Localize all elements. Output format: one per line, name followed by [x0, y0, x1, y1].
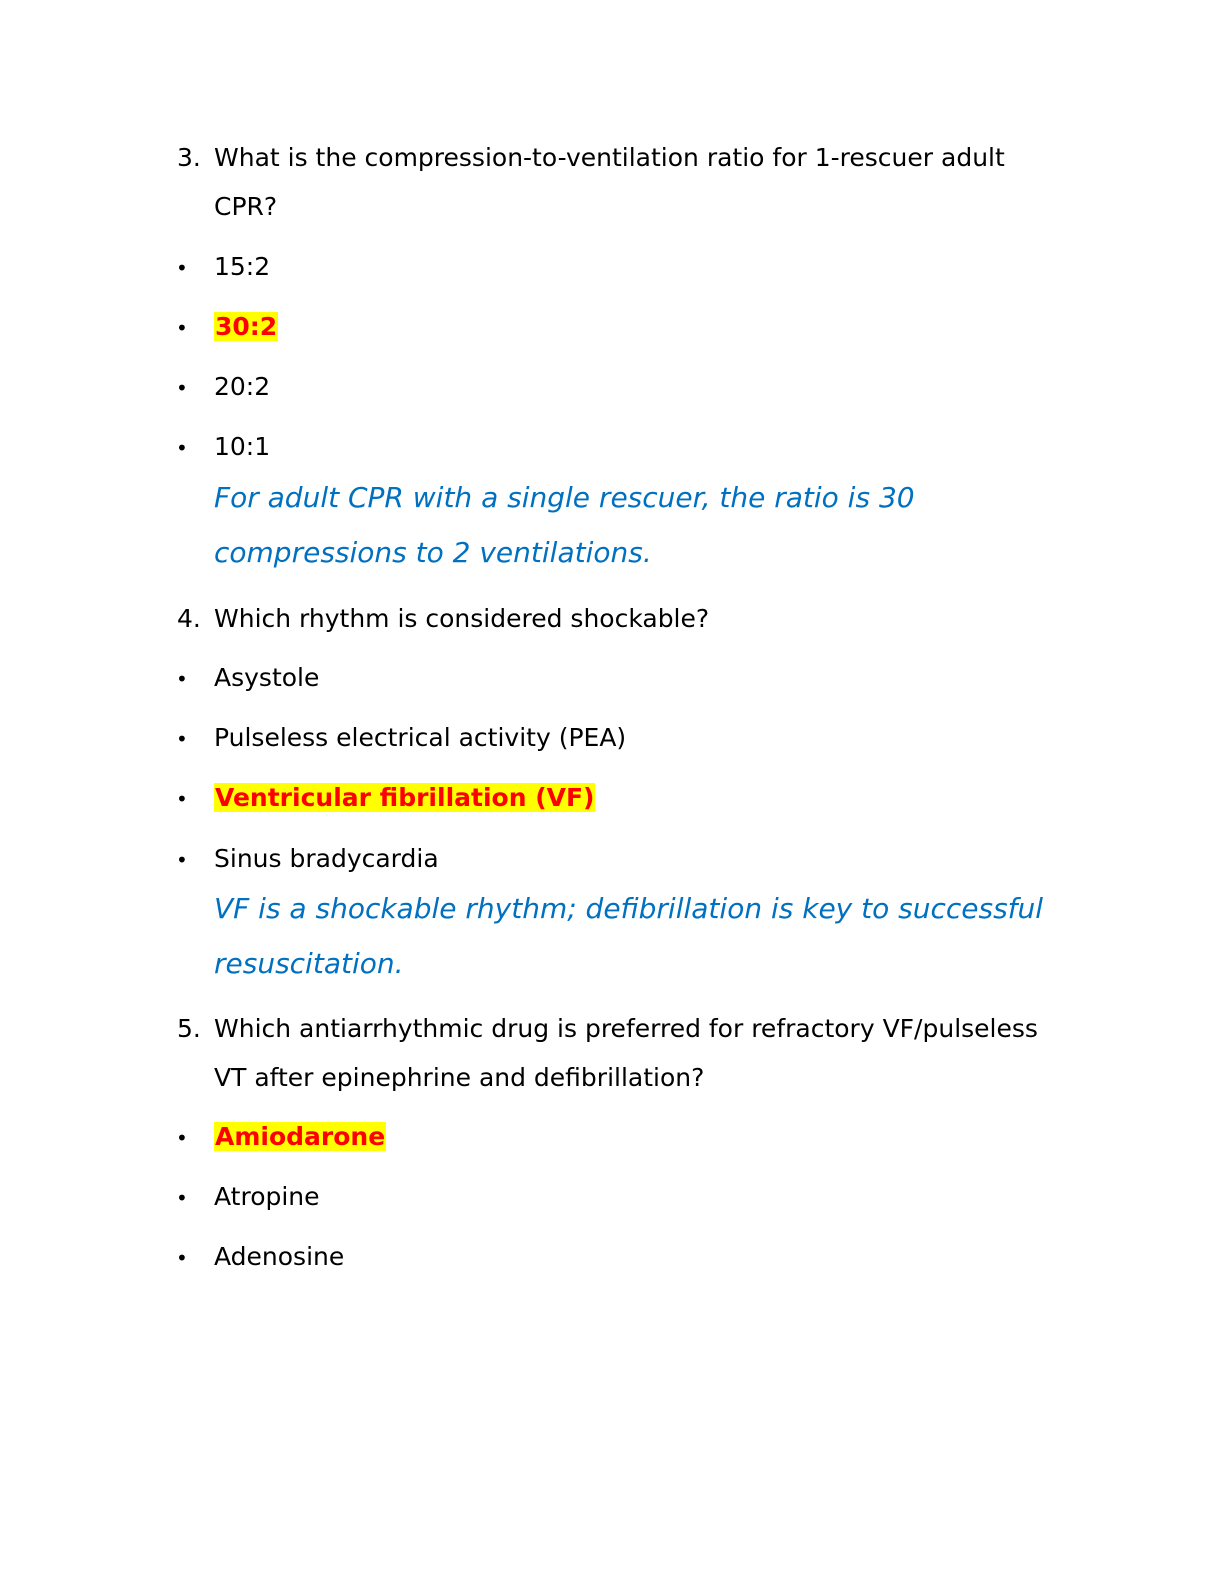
question-prompt-line: What is the compression-to-ventilation ratio for 1-rescuer adult [214, 143, 1005, 172]
answer-option: Sinus bradycardia [214, 844, 439, 873]
answer-option: 20:2 [214, 372, 271, 401]
question-number: 3. [177, 143, 201, 172]
correct-answer-highlight: Ventricular fibrillation (VF) [215, 783, 595, 812]
bullet-icon: • [176, 316, 188, 340]
answer-option: Adenosine [214, 1242, 345, 1271]
correct-answer-highlight: Amiodarone [215, 1122, 386, 1151]
bullet-icon: • [176, 1186, 188, 1210]
question-prompt-line: Which antiarrhythmic drug is preferred for refractory VF/pulseless [214, 1014, 1038, 1043]
bullet-icon: • [176, 848, 188, 872]
answer-option: Atropine [214, 1182, 320, 1211]
bullet-icon: • [176, 787, 188, 811]
bullet-icon: • [176, 436, 188, 460]
answer-option: Asystole [214, 663, 320, 692]
explanation-line: compressions to 2 ventilations. [214, 536, 652, 569]
bullet-icon: • [176, 667, 188, 691]
explanation-line: For adult CPR with a single rescuer, the ratio is 30 [214, 481, 915, 514]
question-number: 4. [177, 604, 201, 633]
answer-option-correct [214, 312, 278, 342]
question-prompt-line: Which rhythm is considered shockable? [214, 604, 710, 633]
question-prompt-line: CPR? [214, 192, 278, 221]
bullet-icon: • [176, 256, 188, 280]
question-number: 5. [177, 1014, 201, 1043]
bullet-icon: • [176, 376, 188, 400]
correct-answer-highlight: 30:2 [215, 312, 278, 341]
explanation-line: VF is a shockable rhythm; defibrillation is key to successful [214, 892, 1044, 925]
question-prompt-line: VT after epinephrine and defibrillation? [214, 1063, 705, 1092]
answer-option-correct [214, 783, 595, 813]
answer-option: Pulseless electrical activity (PEA) [214, 723, 627, 752]
bullet-icon: • [176, 727, 188, 751]
answer-option: 15:2 [214, 252, 271, 281]
answer-option: 10:1 [214, 432, 271, 461]
answer-option-correct [214, 1122, 386, 1152]
bullet-icon: • [176, 1126, 188, 1150]
bullet-icon: • [176, 1246, 188, 1270]
explanation-line: resuscitation. [214, 947, 404, 980]
